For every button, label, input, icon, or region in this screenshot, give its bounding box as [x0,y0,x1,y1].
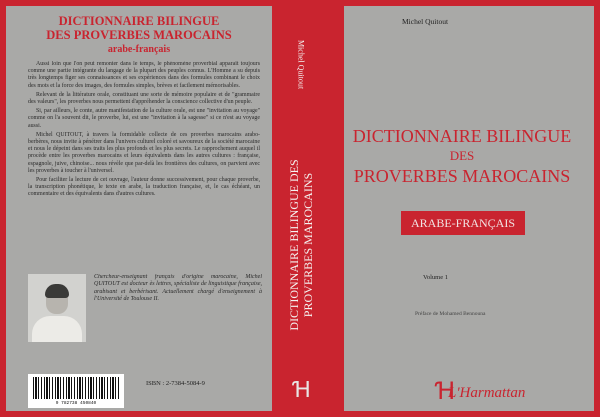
spine-title-line1: DICTIONNAIRE BILINGUE DES [287,159,301,331]
back-title-line2: DES PROVERBES MAROCAINS [46,28,232,42]
author-bio: Chercheur-enseignant français d'origine marocaine, Michel QUITOUT est docteur ès lettres, spécialiste de linguistique française, arabisant et berbérisant. Actuellement chargé d'enseignement à l'Université de Toulouse II. [94,274,262,302]
front-title-line1: DICTIONNAIRE BILINGUE [352,126,572,146]
back-cover-subtitle: arabe-français [107,44,171,55]
publisher-mark-icon: Ɦ [436,379,456,405]
front-title [330,126,594,186]
barcode-bars [33,377,119,399]
spine-title [287,125,315,365]
blurb-paragraph: Michel QUITOUT, à travers la formidable collecte de ces proverbes marocains arabo-berbères, nous invite à pénétrer dans l'univers culturel coloré et savoureux de la société marocaine et nous le dépeint dans ses traits les plus profonds et les plus secrets. Le rapprochement auquel il procède entre les proverbes marocains et leurs équivalents dans les autres cultures : française, espagnole, juive, chinoise... nous révèle que par-delà les frontières des cultures, on parvient avec les proverbes à toucher à l'universel. [28,131,260,174]
front-cover-panel [344,6,594,411]
spine [272,0,330,417]
barcode-digits: 9 782738 450840 [55,401,97,406]
publisher-logo [436,379,528,405]
front-cover [330,6,594,411]
isbn: ISBN : 2-7384-5084-9 [146,380,205,387]
volume-label: Volume 1 [423,274,448,281]
front-title-line2: DES [449,148,475,163]
publisher-name: L'Harmattan [448,385,526,401]
spine-author: Michel Quitout [296,39,306,90]
author-photo [28,274,86,342]
blurb-paragraph: Aussi loin que l'on peut remonter dans le temps, le phénomène proverbial apparaît toujours comme une partie intégrante du langage de la plupart des peuples connus. L'Homme a su depuis très longtemps figer ses connaissances et ses expériences dans des formules combinant le choix des mots et la force des images, des formules simples, brèves et facilement mémorisables. [28,61,260,89]
language-label: ARABE-FRANÇAIS [401,211,525,235]
blurb-paragraph: Si, par ailleurs, le conte, autre manifestation de la culture orale, est une "invitation au voyage" comme on l'a souvent dit, le proverbe, lui, est une "invitation à la sagesse" si ce n'est au voyage aussi. [28,108,260,129]
back-cover-title [6,14,272,42]
front-title-line3: PROVERBES MAROCAINS [353,166,571,186]
preface-credit: Préface de Mohamed Bennouna [415,311,486,317]
back-cover-blurb [28,61,260,267]
front-author: Michel Quitout [402,17,449,26]
blurb-paragraph: Pour faciliter la lecture de cet ouvrage, l'auteur donne successivement, pour chaque proverbe, la transcription phonétique, le texte en arabe, la traduction française, et, le cas échéant, un commentaire et des équivalents dans d'autres cultures. [28,177,260,198]
barcode [28,374,124,408]
back-title-line1: DICTIONNAIRE BILINGUE [58,14,220,28]
blurb-paragraph: Relevant de la littérature orale, constituant une sorte de mémoire populaire et de "grammaire des valeurs", les proverbes nous permettent d'appréhender la conscience collective d'un peuple. [28,91,260,106]
back-cover [6,6,272,411]
publisher-logo-icon: Ɦ [293,377,311,402]
spine-title-line2: PROVERBES MAROCAINS [301,172,315,318]
